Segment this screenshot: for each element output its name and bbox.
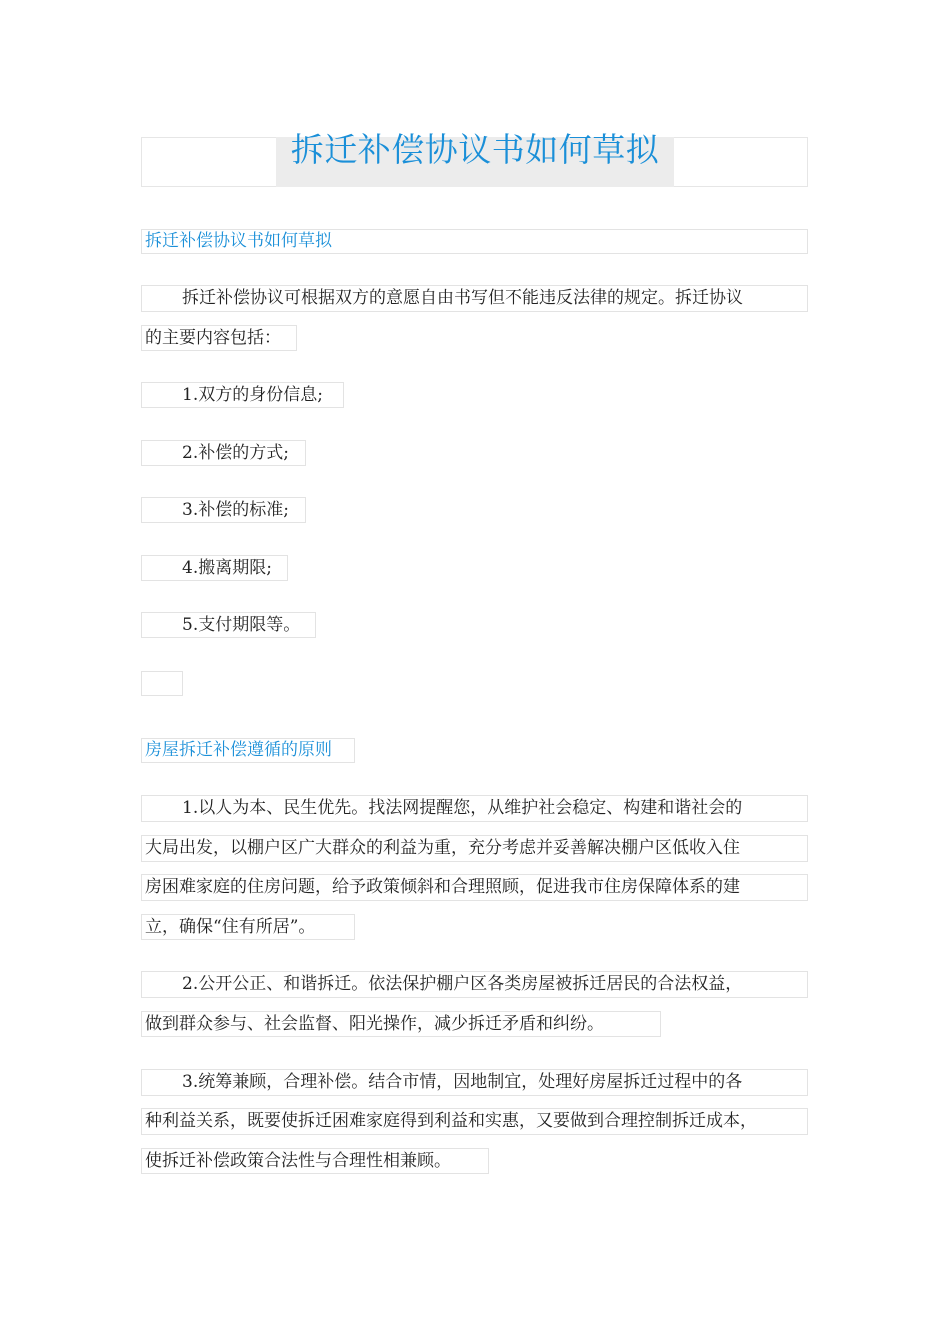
principle-1-line-4: 立，确保“住有所居”。 (145, 917, 316, 937)
intro-line-1: 拆迁补偿协议可根据双方的意愿自由书写但不能违反法律的规定。拆迁协议 (182, 288, 743, 308)
list-item: 4.搬离期限; (182, 558, 272, 578)
principle-3-line-3: 使拆迁补偿政策合法性与合理性相兼顾。 (145, 1151, 451, 1171)
principle-3-line-1: 3.统筹兼顾，合理补偿。结合市情，因地制宜，处理好房屋拆迁过程中的各 (182, 1072, 743, 1092)
list-item: 3.补偿的标准; (182, 500, 289, 520)
principle-3-line-2: 种利益关系，既要使拆迁困难家庭得到利益和实惠，又要做到合理控制拆迁成本， (145, 1111, 757, 1131)
intro-line-2: 的主要内容包括： (145, 328, 281, 348)
page-title: 拆迁补偿协议书如何草拟 (290, 130, 660, 169)
principle-2-line-1: 2.公开公正、和谐拆迁。依法保护棚户区各类房屋被拆迁居民的合法权益， (182, 974, 743, 994)
list-item: 2.补偿的方式; (182, 443, 289, 463)
principle-2-line-2: 做到群众参与、社会监督、阳光操作，减少拆迁矛盾和纠纷。 (145, 1014, 604, 1034)
section1-heading: 拆迁补偿协议书如何草拟 (145, 231, 332, 251)
principle-1-line-1: 1.以人为本、民生优先。找法网提醒您，从维护社会稳定、构建和谐社会的 (182, 798, 743, 818)
list-item: 5.支付期限等。 (182, 615, 301, 635)
empty-paragraph-frame (141, 671, 183, 696)
list-item: 1.双方的身份信息; (182, 385, 323, 405)
principle-1-line-2: 大局出发，以棚户区广大群众的利益为重，充分考虑并妥善解决棚户区低收入住 (145, 838, 740, 858)
principle-1-line-3: 房困难家庭的住房问题，给予政策倾斜和合理照顾，促进我市住房保障体系的建 (145, 877, 740, 897)
section2-heading: 房屋拆迁补偿遵循的原则 (145, 740, 332, 760)
